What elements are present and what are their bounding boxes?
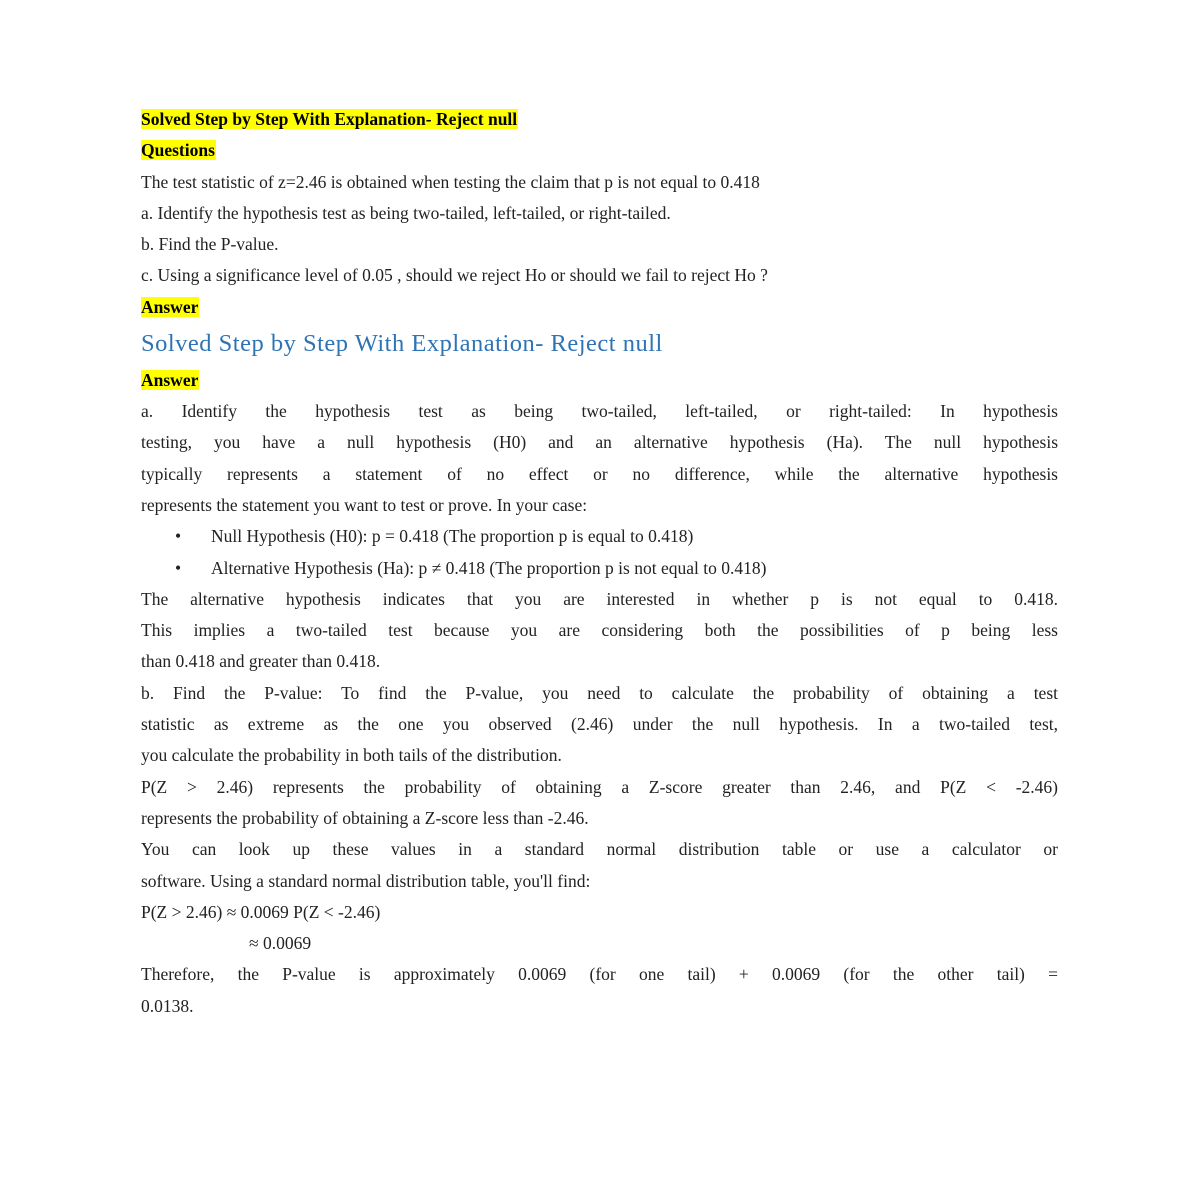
bullet-text: Null Hypothesis (H0): p = 0.418 (The proportion p is equal to 0.418) <box>211 526 694 547</box>
bullet-icon: • <box>175 557 182 578</box>
lookup-line: software. Using a standard normal distribution table, you'll find: <box>141 870 591 891</box>
answer-label-2: Answer <box>141 369 199 390</box>
part-a-line: typically represents a statement of no effect or no difference, while the alternative hypothesis <box>141 463 1058 484</box>
pz-line: represents the probability of obtaining a Z-score less than -2.46. <box>141 807 589 828</box>
alt-line: than 0.418 and greater than 0.418. <box>141 651 381 672</box>
section-heading: Solved Step by Step With Explanation- Reject null <box>141 330 663 358</box>
lookup-line: You can look up these values in a standard normal distribution table or use a calculator or <box>141 839 1058 860</box>
bullet-text: Alternative Hypothesis (Ha): p ≠ 0.418 (The proportion p is not equal to 0.418) <box>211 557 767 578</box>
calc-line: P(Z > 2.46) ≈ 0.0069 P(Z < -2.46) <box>141 901 381 922</box>
bullet-item <box>141 553 1058 584</box>
answer-label: Answer <box>141 296 199 317</box>
pz-line: P(Z > 2.46) represents the probability of obtaining a Z-score greater than 2.46, and P(Z < -2.46) <box>141 776 1058 797</box>
question-a: a. Identify the hypothesis test as being two-tailed, left-tailed, or right-tailed. <box>141 202 671 223</box>
bullet-item <box>141 521 1058 552</box>
title-highlight: Solved Step by Step With Explanation- Reject null <box>141 109 518 129</box>
alt-line: This implies a two-tailed test because you are considering both the possibilities of p being less <box>141 620 1058 641</box>
question-text: The test statistic of z=2.46 is obtained when testing the claim that p is not equal to 0.418 <box>141 171 760 192</box>
question-b: b. Find the P-value. <box>141 234 279 255</box>
part-b-line: statistic as extreme as the one you observed (2.46) under the null hypothesis. In a two-tailed test, <box>141 714 1058 735</box>
bullet-icon: • <box>175 526 182 547</box>
questions-label: Questions <box>141 140 215 161</box>
alt-line: The alternative hypothesis indicates that you are interested in whether p is not equal to 0.418. <box>141 588 1058 609</box>
document-page <box>141 104 1058 1022</box>
calc-line-2: ≈ 0.0069 <box>249 933 312 954</box>
therefore-line: Therefore, the P-value is approximately 0.0069 (for one tail) + 0.0069 (for the other tail) = <box>141 964 1058 985</box>
part-a-line: a. Identify the hypothesis test as being two-tailed, left-tailed, or right-tailed: In hypothesis <box>141 401 1058 422</box>
question-c: c. Using a significance level of 0.05 , should we reject Ho or should we fail to reject Ho ? <box>141 265 768 286</box>
therefore-line: 0.0138. <box>141 995 194 1016</box>
part-a-line: testing, you have a null hypothesis (H0) and an alternative hypothesis (Ha). The null hypothesis <box>141 432 1058 453</box>
part-b-line: you calculate the probability in both tails of the distribution. <box>141 745 562 766</box>
part-a-line: represents the statement you want to test or prove. In your case: <box>141 494 588 515</box>
part-b-line: b. Find the P-value: To find the P-value, you need to calculate the probability of obtaining a test <box>141 682 1058 703</box>
